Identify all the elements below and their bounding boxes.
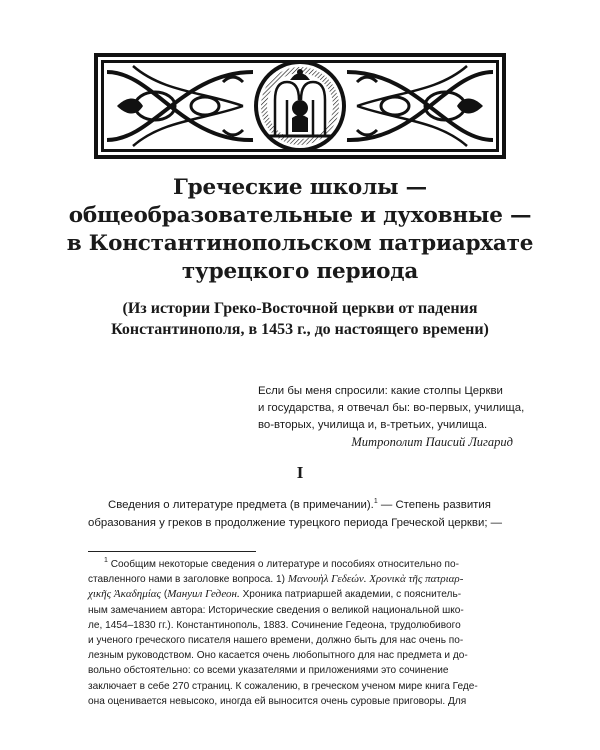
- title-line: общеобразовательные и духовные —: [68, 203, 532, 228]
- footnote-text: Сообщим некоторые сведения о литературе и пособиях относительно по-: [110, 559, 459, 570]
- footnote-line: ле, 1454–1830 гг.). Константинополь, 1883. Сочинение Гедеона, трудолюбивого: [88, 619, 461, 631]
- footnote-author-name: Мануил Гедеон.: [167, 588, 240, 601]
- title-line: Греческие школы —: [173, 175, 427, 200]
- footnote-line: [88, 572, 514, 587]
- footnote-mark: 1: [104, 557, 108, 564]
- footnote-line: [88, 587, 514, 602]
- footnote-line: вольно обстоятельно: со всеми указателями и приложениями это сочинение: [88, 665, 449, 677]
- ornament-center-medallion: [254, 60, 346, 152]
- body-text-span: — Степень развития: [377, 499, 491, 511]
- footnote-line: лезным руководством. Оно касается очень любопытного для нас предмета и до-: [88, 650, 468, 662]
- footnote-text: ставленного нами в заголовке вопроса. 1): [88, 574, 288, 586]
- footnote-divider: [88, 551, 256, 552]
- body-line: [88, 496, 514, 514]
- footnote-line: заключает в себе 270 страниц. К сожалению, в греческом ученом мире книга Геде-: [88, 680, 478, 692]
- subtitle-line: Константинополя, в 1453 г., до настоящего времени): [111, 321, 489, 338]
- footnote-line: она оценивается невысоко, иногда ей выносится очень суровые приговоры. Для: [88, 695, 467, 707]
- subtitle-line: (Из истории Греко-Восточной церкви от падения: [122, 300, 478, 317]
- ornament-headpiece: [93, 52, 507, 160]
- chapter-subtitle: [60, 298, 540, 340]
- epigraph-line: и государства, я отвечал бы: во-первых, училища,: [258, 402, 525, 414]
- epigraph-line: во-вторых, училища и, в-третьих, училища.: [258, 419, 488, 431]
- footnote-reference[interactable]: 1: [373, 498, 378, 505]
- footnote-greek-title: χικῆς Ἀκαδημίας: [88, 588, 162, 601]
- epigraph: [258, 383, 525, 451]
- section-number: I: [296, 463, 304, 482]
- footnote-text: Хроника патриаршей академии, с пояснитель-: [239, 589, 462, 601]
- body-text: [88, 496, 514, 532]
- footnote-greek-title: Μανουὴλ Γεδεών. Χρονικὰ τῆς πατριαρ-: [287, 573, 464, 586]
- footnote: [88, 557, 514, 709]
- title-line: в Константинопольском патриархате: [66, 231, 534, 256]
- footnote-line: ным замечанием автора: Исторические сведения о великой национальной шко-: [88, 604, 464, 616]
- title-line: турецкого периода: [181, 259, 419, 284]
- chapter-title: [60, 174, 540, 286]
- epigraph-author: Митрополит Паисий Лигарид: [351, 435, 513, 449]
- footnote-line: [88, 557, 514, 572]
- body-line: образования у греков в продолжение турецкого периода Греческой церкви; —: [88, 517, 503, 529]
- footnote-text: (: [161, 589, 168, 601]
- body-text-span: Сведения о литературе предмета (в примечании).: [108, 499, 374, 511]
- epigraph-line: Если бы меня спросили: какие столпы Церкви: [258, 385, 503, 397]
- footnote-line: и ученого греческого писателя нашего времени, должно быть для нас очень по-: [88, 635, 464, 647]
